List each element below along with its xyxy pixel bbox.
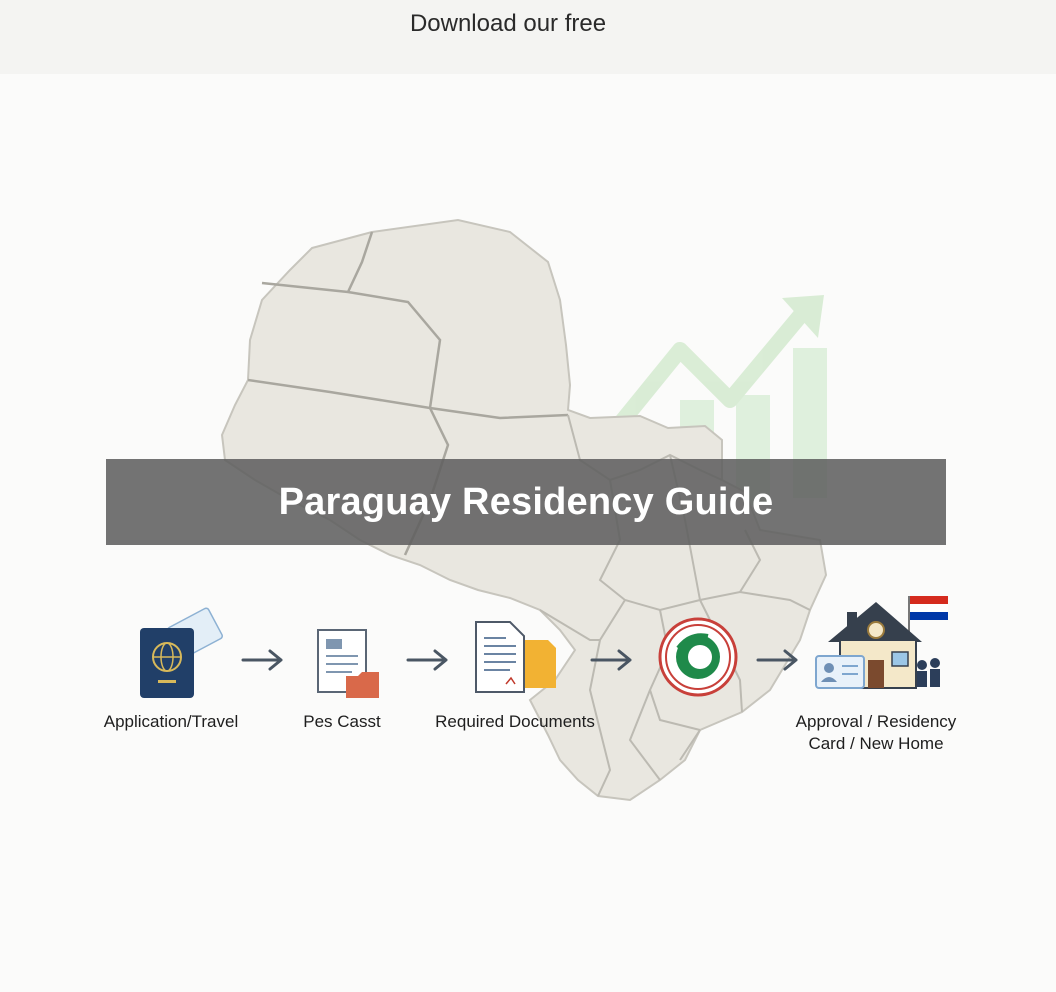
documents-icon bbox=[476, 622, 556, 692]
passport-icon bbox=[140, 607, 223, 698]
official-seal-icon bbox=[660, 619, 736, 695]
download-text[interactable]: Download our free bbox=[409, 10, 607, 37]
arrow-icon bbox=[408, 651, 446, 669]
step-label-pes-casst: Pes Casst bbox=[303, 712, 381, 731]
step-label-application: Application/Travel bbox=[103, 712, 239, 731]
step-label-required-documents: Required Documents bbox=[435, 712, 595, 731]
arrow-icon bbox=[243, 651, 281, 669]
title-banner bbox=[106, 459, 946, 545]
step-label-approval: Approval / Residency Card / New Home bbox=[795, 712, 957, 753]
page-title: Paraguay Residency Guide bbox=[278, 480, 774, 523]
document-folder-icon bbox=[318, 630, 379, 698]
house-family-icon bbox=[816, 596, 948, 688]
